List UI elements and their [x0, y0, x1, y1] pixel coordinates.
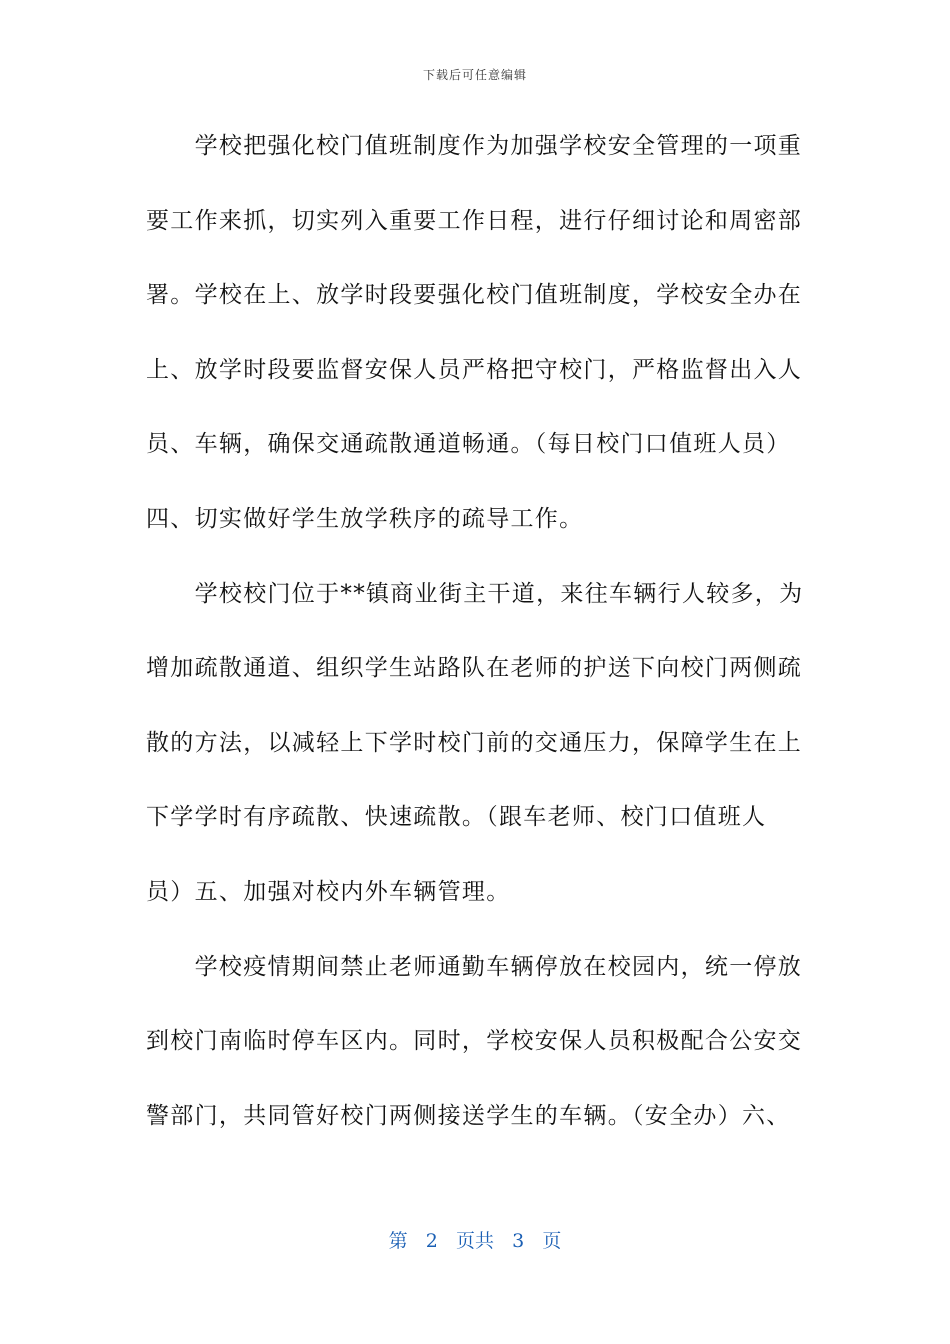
- text-line: 要工作来抓，切实列入重要工作日程，进行仔细讨论和周密部: [146, 207, 803, 234]
- text-line: 学校校门位于**镇商业街主干道，来往车辆行人较多，为: [146, 580, 804, 607]
- text-line: 增加疏散通道、组织学生站路队在老师的护送下向校门两侧疏: [146, 655, 803, 682]
- text-line: 员、车辆，确保交通疏散通道畅通。（每日校门口值班人员）: [146, 431, 791, 458]
- text-line: 四、切实做好学生放学秩序的疏导工作。: [146, 505, 584, 532]
- document-body: [146, 118, 804, 1162]
- text-line: 警部门，共同管好校门两侧接送学生的车辆。（安全办）六、: [146, 1102, 791, 1129]
- page-suffix: 页: [542, 1230, 562, 1252]
- text-line: 散的方法，以减轻上下学时校门前的交通压力，保障学生在上: [146, 729, 803, 756]
- total-label: 页共: [455, 1230, 494, 1252]
- text-line: 下学学时有序疏散、快速疏散。（跟车老师、校门口值班人: [146, 804, 767, 831]
- current-page-number: 2: [425, 1230, 438, 1252]
- page-footer: [0, 1226, 950, 1253]
- total-pages-number: 3: [512, 1230, 525, 1252]
- text-line: 学校疫情期间禁止老师通勤车辆停放在校园内，统一停放: [146, 953, 803, 980]
- text-line: 署。学校在上、放学时段要强化校门值班制度，学校安全办在: [146, 282, 803, 309]
- page-label: 第: [388, 1230, 408, 1252]
- text-line: 到校门南临时停车区内。同时，学校安保人员积极配合公安交: [146, 1028, 803, 1055]
- page-header: 下载后可任意编辑: [422, 68, 527, 82]
- text-line: 学校把强化校门值班制度作为加强学校安全管理的一项重: [146, 133, 803, 159]
- text-line: 上、放学时段要监督安保人员严格把守校门，严格监督出入人: [146, 356, 803, 383]
- text-line: 员）五、加强对校内外车辆管理。: [146, 878, 511, 905]
